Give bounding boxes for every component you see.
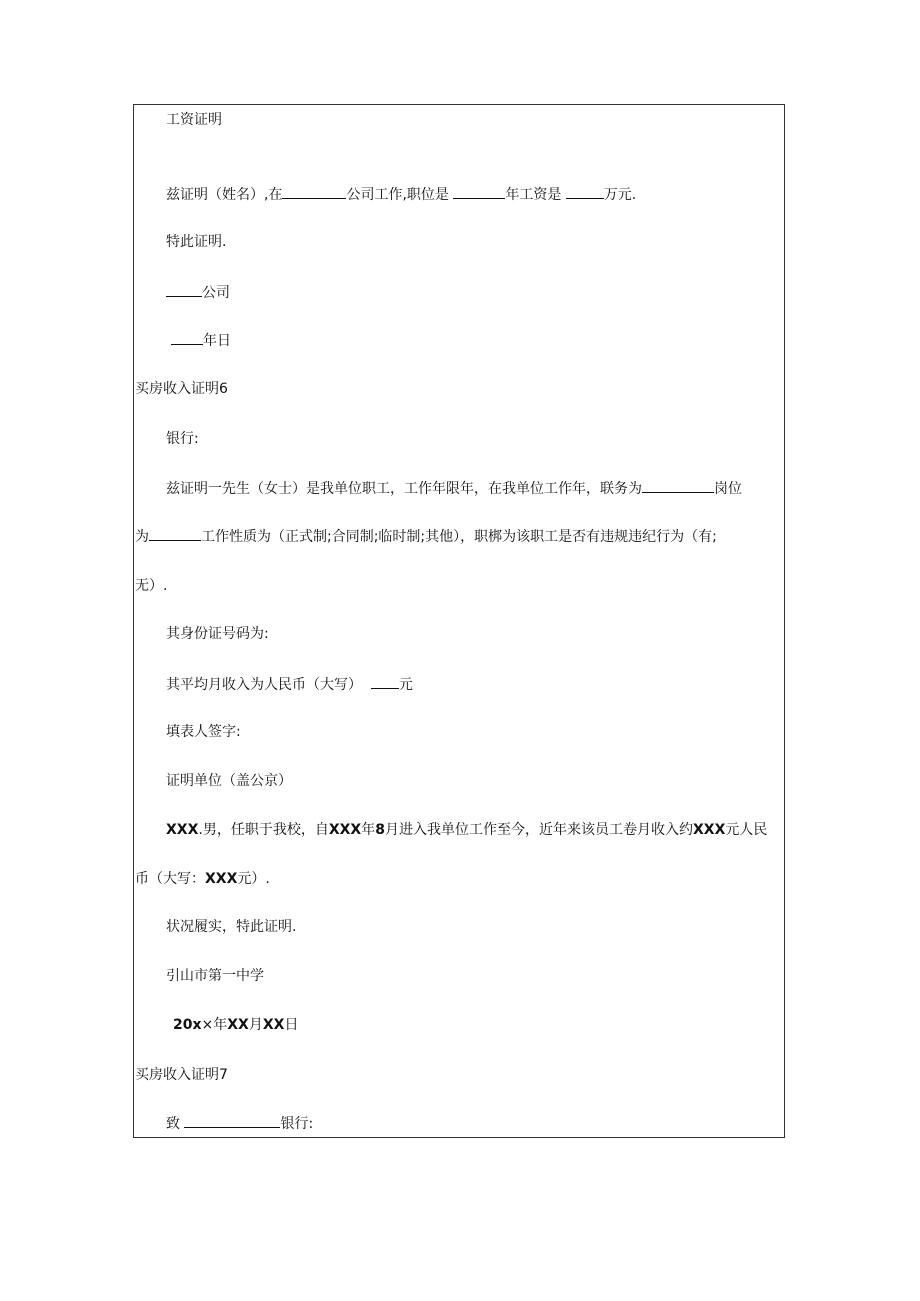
date-part: XX — [227, 1017, 249, 1033]
date-part: 月 — [248, 1017, 263, 1033]
salary-body-line — [166, 185, 636, 204]
fill-blank — [166, 283, 202, 297]
paragraph-text: 年 — [361, 822, 376, 838]
company-suffix: 公司 — [202, 285, 230, 301]
unit-line: 证明单位（盖公京） — [166, 773, 292, 789]
placeholder-text: XXX — [692, 822, 726, 838]
salary-title: 工资证明 — [166, 112, 222, 128]
income-line — [166, 675, 413, 694]
fill-blank — [453, 185, 505, 199]
placeholder-text: 8 — [375, 822, 385, 838]
section-7-title: 买房收入证明7 — [135, 1067, 228, 1083]
date-suffix: 年日 — [203, 333, 231, 349]
paragraph-text: .男，任职于我校，自 — [198, 822, 329, 838]
staff-paragraph-line-1 — [166, 821, 767, 839]
fact-line: 状况履实，特此证明. — [166, 919, 297, 935]
signer-line: 填表人签字: — [166, 724, 241, 740]
date-part: ×年 — [201, 1017, 228, 1033]
paragraph-text: 为 — [135, 529, 149, 545]
placeholder-text: XXX — [205, 871, 238, 887]
fill-blank — [566, 185, 604, 199]
staff-paragraph-line-2 — [135, 870, 270, 888]
salary-special-line: 特此证明. — [166, 234, 227, 250]
fill-blank — [371, 675, 399, 689]
addressee-prefix: 致 — [166, 1116, 180, 1132]
income-text: 其平均月收入为人民币（大写） — [166, 677, 362, 693]
salary-body-part: 兹证明（姓名）,在 — [166, 187, 283, 203]
issue-date-line — [173, 1016, 298, 1034]
paragraph-text: 月进入我单位工作至今，近年来该员工卷月收入约 — [384, 822, 693, 838]
paragraph-text: 币（大写： — [135, 871, 205, 887]
salary-body-part: 年工资是 — [505, 187, 562, 203]
date-part: XX — [262, 1017, 285, 1033]
paragraph-text: 兹证明一先生（女士）是我单位职工，工作年限年，在我单位工作年，联务为 — [166, 481, 642, 497]
fill-blank — [282, 185, 346, 199]
id-number-line: 其身份证号码为: — [166, 626, 269, 642]
school-line: 引山市第一中学 — [166, 968, 264, 984]
paragraph-text: 元人民 — [725, 822, 768, 838]
fill-blank — [171, 331, 203, 345]
date-part: 20x — [173, 1017, 202, 1033]
addressee-suffix: 银行: — [280, 1116, 314, 1132]
employment-paragraph-line-2 — [135, 527, 717, 546]
placeholder-text: XXX — [328, 822, 362, 838]
income-suffix: 元 — [398, 677, 413, 693]
placeholder-text: XXX — [166, 822, 199, 838]
salary-body-part: 公司工作,职位是 — [346, 187, 449, 203]
addressee-line — [166, 1114, 313, 1133]
section-6-title: 买房收入证明6 — [135, 381, 228, 397]
fill-blank — [642, 479, 714, 493]
employment-paragraph-line-1 — [166, 479, 742, 498]
paragraph-text: 工作性质为（正式制;合同制;临时制;其他），职梆为该职工是否有违规违纪行为（有; — [201, 529, 717, 545]
salary-company-line — [166, 283, 230, 302]
employment-paragraph-line-3: 无）. — [135, 578, 168, 594]
paragraph-text: 元）. — [237, 871, 270, 887]
paragraph-text: 岗位 — [714, 481, 742, 497]
fill-blank — [184, 1114, 280, 1128]
date-part: 日 — [284, 1017, 299, 1033]
bank-line: 银行: — [166, 431, 199, 447]
salary-body-part: 万元. — [603, 187, 637, 203]
fill-blank — [149, 527, 201, 541]
salary-date-line — [171, 331, 231, 350]
